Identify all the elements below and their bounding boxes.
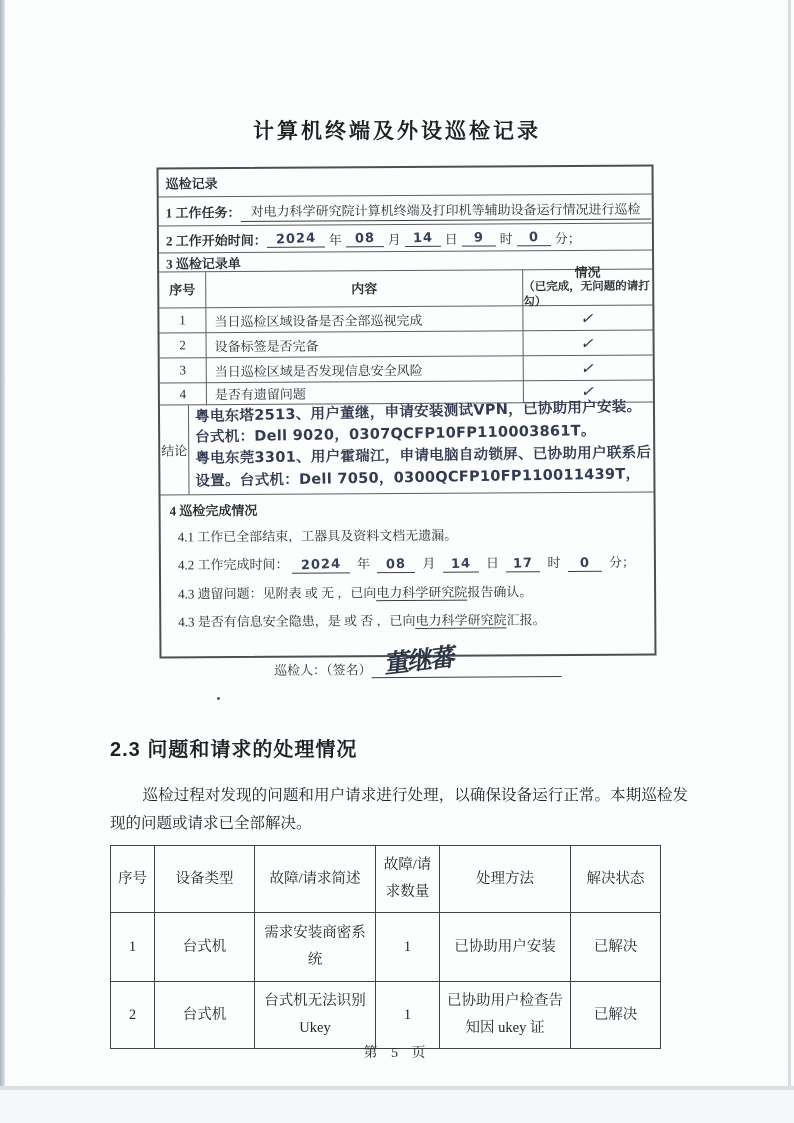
issues-header-row [111,846,661,913]
signature-row [170,640,645,680]
start-hour-field: 9 [462,229,496,246]
finish-hour-field: 17 [506,555,540,572]
completion-section [161,492,655,679]
scan-speck [217,697,220,700]
issues-header-count: 故障/请求数量 [376,846,440,913]
checklist-header-content: 内容 [206,270,523,308]
record-sheet-label: 3 巡检记录单 [166,255,241,271]
finish-month-field: 08 [377,556,415,573]
checklist-row-3-content: 当日巡检区域是否发现信息安全风险 [207,356,524,383]
unit-hour: 时 [499,230,513,246]
completion-item-3: 4.3 遗留问题：见附表 或 无 ，已向电力科学研究院报告确认。 [178,584,533,602]
org-name-underlined: 电力科学研究院 [376,584,468,601]
checkmark: ✓ [579,381,598,402]
work-task-row [159,194,652,226]
finish-year-field: 2024 [292,556,350,573]
finish-minute-field: 0 [568,555,602,572]
completion-item-4: 4.3 是否有信息安全隐患，是 或 否 ，已向电力科学研究院汇报。 [178,612,546,630]
issues-row-2: 2 台式机 台式机无法识别 Ukey 1 已协助用户检查告知因 ukey 证 已解决 [111,982,661,1049]
checklist-table [159,264,653,405]
finish-day-field: 14 [443,556,479,573]
checklist-row-3-no: 3 [160,358,207,383]
checklist-header-status: 情况 （已完成，无问题的请打勾） [523,269,652,306]
conclusion-row [160,398,654,495]
checklist-row-1-no: 1 [159,308,206,333]
checklist-row-1-status [523,305,652,331]
checklist-row-2-content: 设备标签是否完备 [207,331,524,358]
checklist-row-1-content: 当日巡检区域设备是否全部巡视完成 [206,306,523,333]
start-time-label: 2 工作开始时间： [165,232,267,248]
checklist-row-4-content: 是否有遗留问题 [207,381,524,405]
issues-header-no: 序号 [111,846,155,913]
handwritten-signature: 董继蕃 [384,641,456,680]
start-minute-field: 0 [517,229,551,246]
handwritten-line: 设置。台式机：Dell 7050，0300QCFP10FP110011439T， [195,466,641,490]
signature-field [371,640,561,678]
issues-table [110,845,661,1049]
work-task-label: 1 工作任务： [165,204,241,220]
issues-header-device: 设备类型 [155,846,255,913]
scan-edge-right [788,0,791,1123]
inspection-record-form [157,164,657,680]
completion-item-1: 4.1 工作已全部结束，工器具及资料文档无遗漏。 [177,527,458,545]
issues-row-1: 1 台式机 需求安装商密系统 1 已协助用户安装 已解决 [111,913,661,982]
conclusion-label: 结论 [160,405,190,494]
checkmark: ✓ [579,357,598,378]
finish-time-label: 4.2 工作完成时间： [177,556,289,573]
checklist-row-2-status [524,330,653,356]
document-title: 计算机终端及外设巡检记录 [253,119,541,143]
page-number: 第 5 页 [363,1046,431,1061]
checklist-row-4-no: 4 [160,383,207,405]
form-header-label: 巡检记录 [165,176,218,192]
issues-header-desc: 故障/请求简述 [255,846,376,913]
work-task-value: 对电力科学研究院计算机终端及打印机等辅助设备运行情况进行巡检 [240,198,650,222]
checkmark: ✓ [579,332,598,353]
issues-header-method: 处理方法 [440,846,571,913]
signature-label: 巡检人：（签名） [274,662,372,678]
scan-edge-left [0,0,5,1123]
checklist-header-no: 序号 [159,272,206,308]
checkmark: ✓ [578,307,597,328]
handwritten-line: 台式机：Dell 9020，0307QCFP10FP110003861T。 [195,423,596,446]
start-month-field: 08 [346,230,384,247]
form-header-row [159,166,652,197]
handwritten-line: 粤电东塔2513、用户董继，申请安装测试VPN，已协助用户安装。 [194,398,642,426]
completion-title: 4 巡检完成情况 [169,502,258,519]
start-year-field: 2024 [267,230,325,247]
section-2-3-paragraph: 巡检过程对发现的问题和用户请求进行处理，以确保设备运行正常。本期巡检发现的问题或请求已全部解决。 [110,787,688,832]
section-2-3-heading: 2.3 问题和请求的处理情况 [110,739,358,761]
issues-header-status: 解决状态 [571,846,661,913]
unit-month: 月 [387,231,401,247]
unit-day: 日 [444,231,458,247]
scan-margin-bottom [0,1090,794,1123]
start-day-field: 14 [405,229,441,246]
unit-minute: 分； [554,230,581,246]
checklist-row-2-no: 2 [160,333,207,358]
completion-item-2: 4.2 工作完成时间： 2024 年 08 月 14 日 17 时 0 分； [177,554,636,574]
conclusion-handwriting [189,398,654,494]
handwritten-line: 粤电东莞3301、用户霍瑞江，申请电脑自动锁屏、已协助用户联系后 [195,444,652,467]
unit-year: 年 [328,231,342,247]
start-time-row [159,223,652,253]
checklist-row-3-status [524,355,653,381]
org-name-underlined: 电力科学研究院 [415,612,507,628]
